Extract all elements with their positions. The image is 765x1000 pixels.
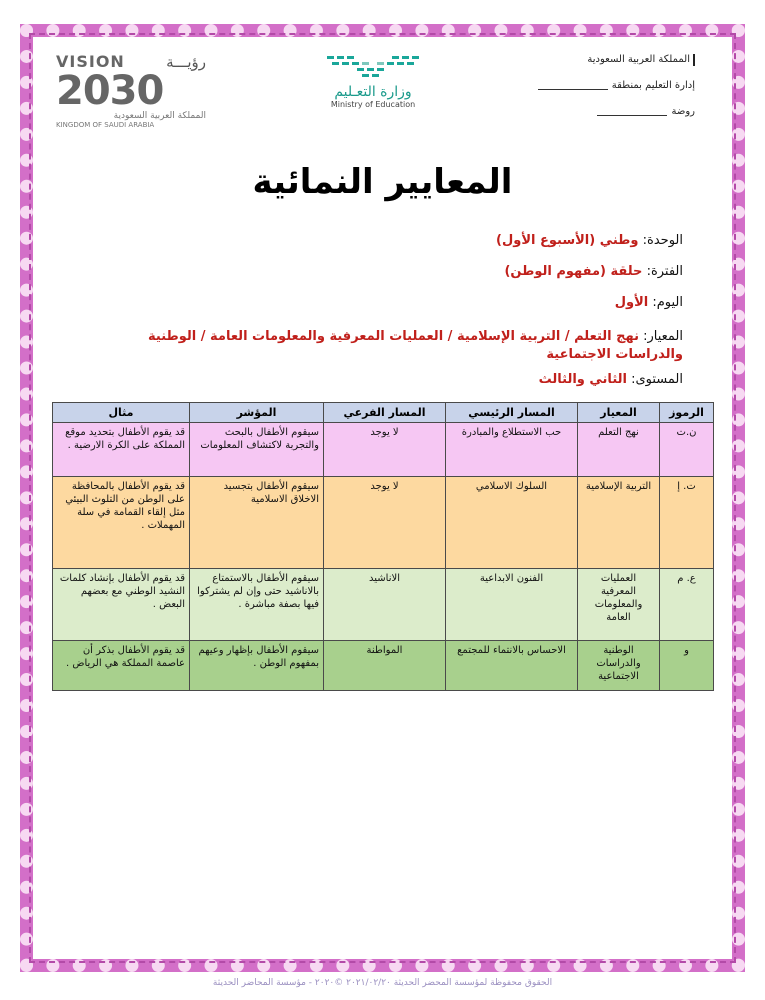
admin-label: إدارة التعليم بمنطقة	[611, 80, 695, 91]
page-title: المعايير النمائية	[252, 162, 513, 202]
header-indicator: المؤشر	[190, 403, 324, 423]
ministry-emblem-icon	[325, 52, 421, 82]
period-value: حلقة (مفهوم الوطن)	[504, 264, 643, 279]
level-value: الثاني والثالث	[538, 372, 627, 387]
cell-sub-track: لا يوجد	[324, 477, 446, 569]
vision-ar: رؤيـــة	[166, 53, 206, 71]
header-example: مثال	[53, 403, 190, 423]
ministry-name-ar: وزارة التعـليم	[334, 84, 412, 100]
day-value: الأول	[614, 295, 649, 310]
meta-standard	[78, 328, 683, 364]
cell-standard: العمليات المعرفية والمعلومات العامة	[578, 569, 660, 641]
vision-2030-logo	[56, 52, 206, 138]
cell-sub-track: المواطنة	[324, 641, 446, 691]
cell-example: قد يقوم الأطفال بتحديد موقع المملكة على الكرة الارضية .	[53, 423, 190, 477]
header-main-track: المسار الرئيسي	[446, 403, 578, 423]
cell-code: ن.ت	[660, 423, 714, 477]
standards-table	[52, 402, 714, 691]
kingdom-label: المملكة العربية السعودية	[587, 54, 695, 66]
unit-label: الوحدة:	[642, 233, 683, 248]
ministry-logo	[298, 52, 448, 124]
meta-day	[615, 295, 683, 310]
cell-standard: التربية الإسلامية	[578, 477, 660, 569]
day-label: اليوم:	[652, 295, 683, 310]
cell-example: قد يقوم الأطفال بالمحافظة على الوطن من التلوث البيئي مثل إلقاء القمامة في سلة المهملات .	[53, 477, 190, 569]
meta-unit	[496, 233, 683, 248]
kindergarten-label: روضة	[671, 106, 695, 117]
vision-kingdom-ar: المملكة العربية السعودية	[113, 111, 206, 121]
cell-sub-track: الاناشيد	[324, 569, 446, 641]
header-code: الرموز	[660, 403, 714, 423]
period-label: الفترة:	[646, 264, 683, 279]
standard-label: المعيار:	[643, 329, 683, 344]
vision-kingdom-en: KINGDOM OF SAUDI ARABIA	[56, 121, 155, 129]
table-row	[53, 569, 714, 641]
ministry-name-en: Ministry of Education	[330, 100, 416, 109]
admin-blank	[538, 80, 608, 90]
cell-example: قد يقوم الأطفال بذكر أن عاصمة المملكة هي الرياض .	[53, 641, 190, 691]
table-row	[53, 477, 714, 569]
table-row	[53, 423, 714, 477]
footer-copyright: الحقوق محفوظة لمؤسسة المحضر الحديثة ٢٠٢١/٠٢/٢٠ ©٢٠٢٠ - مؤسسة المحاضر الحديثة	[212, 978, 553, 988]
meta-period	[504, 264, 683, 279]
level-label: المستوى:	[631, 372, 683, 387]
cell-indicator: سيقوم الأطفال بالبحث والتجربة لاكتشاف المعلومات	[190, 423, 324, 477]
cell-standard: نهج التعلم	[578, 423, 660, 477]
meta-level	[539, 372, 683, 387]
cell-main-track: حب الاستطلاع والمبادرة	[446, 423, 578, 477]
cell-code: و	[660, 641, 714, 691]
cell-main-track: الفنون الابداعية	[446, 569, 578, 641]
header-sub-track: المسار الفرعي	[324, 403, 446, 423]
cell-standard: الوطنية والدراسات الاجتماعية	[578, 641, 660, 691]
cell-sub-track: لا يوجد	[324, 423, 446, 477]
kindergarten-blank	[597, 106, 667, 116]
cell-indicator: سيقوم الأطفال بتجسيد الاخلاق الاسلامية	[190, 477, 324, 569]
header-standard: المعيار	[578, 403, 660, 423]
table-header-row	[53, 403, 714, 423]
standard-value: نهج التعلم / التربية الإسلامية / العمليات المعرفية والمعلومات العامة / الوطنية والدراسات الاجتماعية	[148, 329, 683, 362]
cell-main-track: السلوك الاسلامي	[446, 477, 578, 569]
vision-en: VISION	[56, 52, 125, 71]
cell-code: ت. إ	[660, 477, 714, 569]
cell-indicator: سيقوم الأطفال بإظهار وعيهم بمفهوم الوطن .	[190, 641, 324, 691]
cell-example: قد يقوم الأطفال بإنشاد كلمات النشيد الوطني مع بعضهم البعض .	[53, 569, 190, 641]
cell-code: ع. م	[660, 569, 714, 641]
vision-year: 2030	[56, 68, 164, 114]
cell-main-track: الاحساس بالانتماء للمجتمع	[446, 641, 578, 691]
table-row	[53, 641, 714, 691]
unit-value: وطني (الأسبوع الأول)	[496, 233, 639, 248]
cell-indicator: سيقوم الأطفال بالاستمتاع بالاناشيد حتى وإن لم يشتركوا فيها بصفة مباشرة .	[190, 569, 324, 641]
header-info	[515, 54, 695, 132]
